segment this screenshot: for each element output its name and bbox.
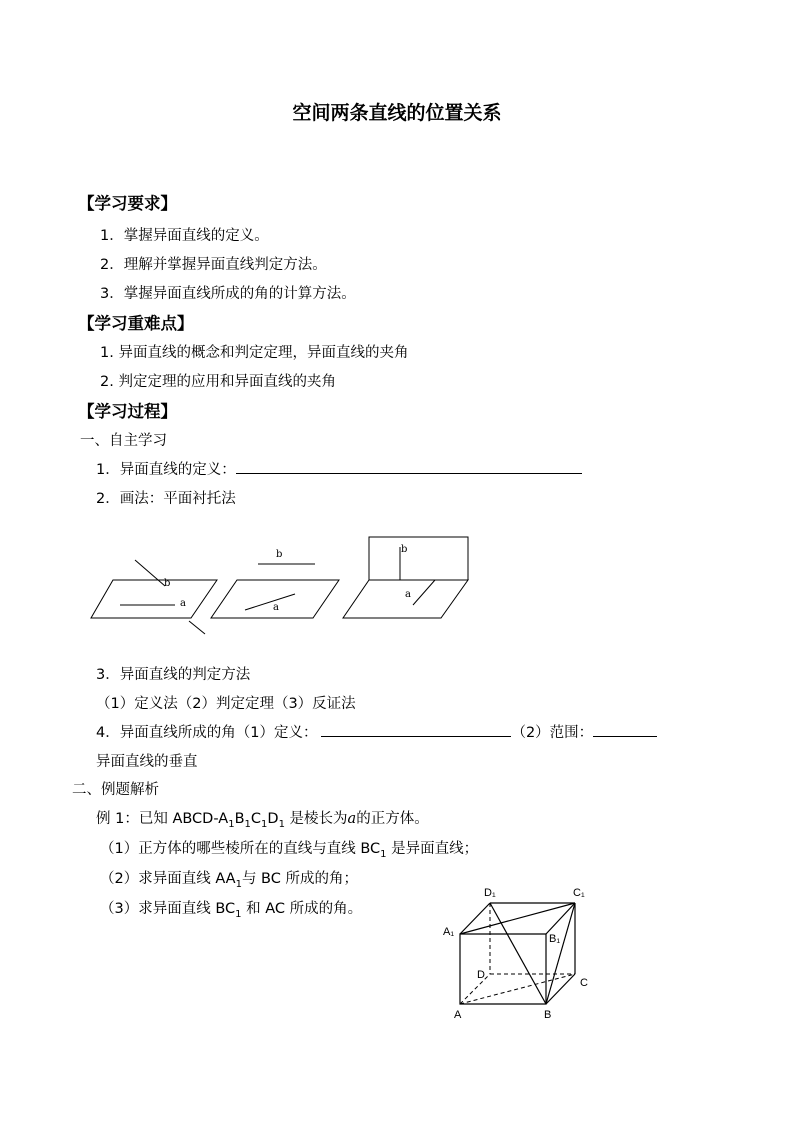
sub-bc1-q1: 1 (380, 848, 387, 860)
label-a-2: a (273, 602, 279, 613)
example-q2-b: 与 BC 所成的角； (241, 871, 358, 887)
label-b-3: b (401, 544, 408, 555)
line-a-3 (413, 580, 435, 605)
process-heading: 【学习过程】 (78, 402, 177, 421)
front-face (460, 934, 546, 1004)
requirement-3: 3．掌握异面直线所成的角的计算方法。 (100, 286, 356, 302)
example-q3-b: 和 AC 所成的角。 (246, 901, 363, 917)
example-q1-b: 是异面直线； (391, 841, 479, 857)
example-question-1 (100, 837, 478, 860)
question-4-text-a: 4．异面直线所成的角（1）定义： (96, 725, 318, 741)
line-a-2 (245, 594, 295, 610)
label-b-2: b (276, 549, 283, 560)
keypoints-heading: 【学习重难点】 (78, 314, 194, 333)
plane-3-vertical (369, 537, 468, 580)
diag-a1c1 (460, 903, 575, 934)
vertex-d: D (477, 969, 485, 981)
question-1-text: 1．异面直线的定义： (96, 462, 236, 478)
example-question-3 (100, 897, 362, 920)
example-suffix-2: 的正方体。 (356, 811, 429, 827)
question-4 (96, 721, 657, 742)
example-q2-a: （2）求异面直线 AA (100, 871, 236, 887)
question-3: 3．异面直线的判定方法 (96, 667, 251, 683)
vertex-a: A (454, 1009, 462, 1021)
question-2: 2．画法：平面衬托法 (96, 491, 236, 507)
example-c: C (250, 811, 262, 827)
example-prefix: 例 1：已知 ABCD-A (96, 811, 229, 827)
plane-diagrams (85, 530, 485, 640)
sub-a1: 1 (228, 818, 235, 830)
cube-diagram (430, 878, 610, 1028)
example-d: D (267, 811, 279, 827)
example-question-2 (100, 867, 358, 890)
question-1 (96, 458, 582, 479)
edge-variable: a (347, 811, 357, 827)
part1-heading: 一、自主学习 (80, 433, 167, 449)
sub-d1: 1 (278, 818, 285, 830)
requirement-1: 1．掌握异面直线的定义。 (100, 228, 269, 244)
keypoint-1: 1. 异面直线的概念和判定定理，异面直线的夹角 (100, 345, 409, 361)
requirements-heading: 【学习要求】 (78, 194, 177, 213)
sub-b1: 1 (244, 818, 251, 830)
example-q3-a: （3）求异面直线 BC (100, 901, 236, 917)
label-a-3: a (405, 589, 411, 600)
sub-bc1-q3: 1 (235, 908, 242, 920)
angle-range-blank[interactable] (593, 721, 657, 737)
sub-c1: 1 (261, 818, 268, 830)
vertex-c: C (580, 977, 588, 989)
line-b-1-lower (189, 621, 205, 634)
question-4-text-b: （2）范围： (511, 725, 594, 741)
definition-blank[interactable] (236, 458, 582, 474)
question-4-perpendicular: 异面直线的垂直 (96, 754, 198, 770)
vertex-b1: B₁ (549, 933, 561, 945)
angle-definition-blank[interactable] (321, 721, 511, 737)
vertex-d1: D₁ (484, 887, 496, 899)
example-b: B (234, 811, 245, 827)
requirement-2: 2．理解并掌握异面直线判定方法。 (100, 257, 327, 273)
label-a-1: a (180, 598, 186, 609)
keypoint-2: 2. 判定定理的应用和异面直线的夹角 (100, 374, 336, 390)
question-3-methods: （1）定义法（2）判定定理（3）反证法 (96, 696, 356, 712)
hidden-edge-ad (460, 974, 490, 1004)
page-title: 空间两条直线的位置关系 (292, 102, 502, 124)
example-q1-a: （1）正方体的哪些棱所在的直线与直线 BC (100, 841, 381, 857)
vertex-a1: A₁ (443, 926, 455, 938)
vertex-b: B (544, 1009, 552, 1021)
example-1 (96, 807, 429, 830)
label-b-1: b (164, 578, 171, 589)
plane-1 (91, 580, 217, 618)
example-suffix-1: 是棱长为 (289, 811, 348, 827)
part2-heading: 二、例题解析 (72, 782, 159, 798)
line-b-1-upper (135, 560, 165, 586)
vertex-c1: C₁ (573, 887, 585, 899)
sub-aa1: 1 (235, 878, 242, 890)
